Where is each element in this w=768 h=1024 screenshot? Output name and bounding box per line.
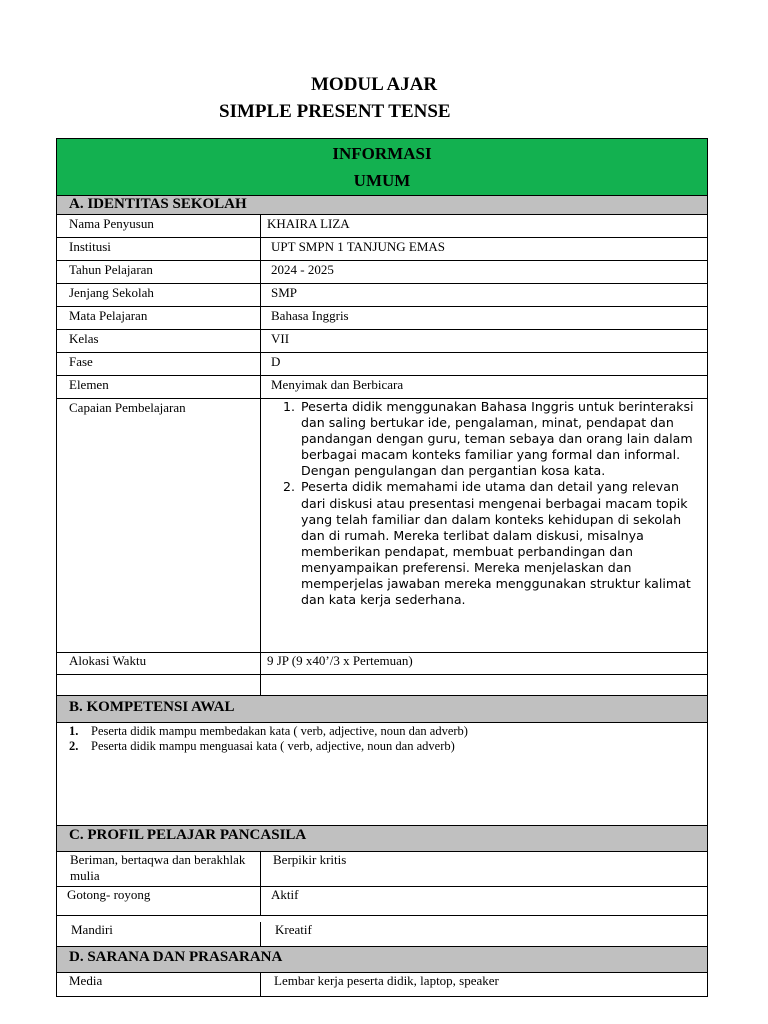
alokasi-label: Alokasi Waktu — [57, 653, 261, 674]
profil-left: Gotong- royong — [57, 887, 261, 915]
profil-right: Aktif — [271, 887, 299, 902]
identity-label: Kelas — [57, 330, 261, 352]
identity-label: Elemen — [57, 376, 261, 398]
kompetensi-text: Peserta didik mampu membedakan kata ( verb, adjective, noun dan adverb) — [91, 724, 468, 738]
profil-right: Berpikir kritis — [273, 852, 347, 867]
empty-cell — [261, 675, 707, 695]
identity-row — [57, 307, 707, 330]
empty-cell — [57, 675, 261, 695]
kompetensi-number: 2. — [69, 739, 79, 753]
kompetensi-item — [69, 724, 707, 739]
sarana-value: Lembar kerja peserta didik, laptop, speaker — [274, 973, 499, 988]
identity-value: KHAIRA LIZA — [267, 216, 350, 231]
alokasi-row — [57, 653, 707, 675]
identity-value: VII — [271, 331, 290, 346]
kompetensi-content — [57, 723, 707, 826]
identity-row — [57, 238, 707, 261]
section-a-title: A. IDENTITAS SEKOLAH — [57, 196, 707, 215]
sarana-row — [57, 973, 707, 996]
capaian-item: 1. Peserta didik menggunakan Bahasa Inggris untuk berinteraksi dan saling bertukar ide, pengalaman, minat, pendapat dan pandangan dengan guru, teman sebaya dan orang lain dalam berbagai macam konteks familiar yang formal dan informal. Dengan pengulangan dan pergantian kosa kata. — [299, 399, 707, 479]
identity-value: UPT SMPN 1 TANJUNG EMAS — [271, 239, 446, 254]
capaian-content — [261, 399, 707, 652]
doc-title-line2: SIMPLE PRESENT TENSE — [219, 101, 451, 122]
identity-row — [57, 261, 707, 284]
identity-label: Jenjang Sekolah — [57, 284, 261, 306]
capaian-row — [57, 399, 707, 653]
info-header-line1: INFORMASI — [332, 144, 432, 163]
profil-row — [57, 916, 707, 947]
kompetensi-number: 1. — [69, 724, 79, 738]
capaian-list — [271, 399, 707, 608]
info-header — [57, 139, 707, 196]
section-c-title: C. PROFIL PELAJAR PANCASILA — [57, 826, 707, 852]
kompetensi-item — [69, 739, 707, 754]
sarana-label: Media — [57, 973, 261, 996]
kompetensi-text: Peserta didik mampu menguasai kata ( verb, adjective, noun dan adverb) — [91, 739, 455, 753]
doc-title-line1: MODUL AJAR — [311, 74, 438, 95]
identity-row — [57, 330, 707, 353]
module-table — [56, 138, 708, 997]
identity-label: Mata Pelajaran — [57, 307, 261, 329]
identity-label: Nama Penyusun — [57, 215, 261, 237]
capaian-label: Capaian Pembelajaran — [57, 399, 261, 652]
section-b-title: B. KOMPETENSI AWAL — [57, 696, 707, 723]
identity-value: SMP — [271, 285, 298, 300]
empty-row — [57, 675, 707, 696]
identity-row — [57, 284, 707, 307]
identity-label: Tahun Pelajaran — [57, 261, 261, 283]
identity-value: Bahasa Inggris — [271, 308, 349, 323]
profil-right: Kreatif — [275, 922, 312, 937]
identity-row — [57, 376, 707, 399]
info-header-line2: UMUM — [353, 171, 411, 190]
profil-left: Beriman, bertaqwa dan berakhlak mulia — [57, 852, 261, 886]
alokasi-value: 9 JP (9 x40’/3 x Pertemuan) — [267, 653, 413, 668]
profil-row — [57, 852, 707, 887]
capaian-item: 2. Peserta didik memahami ide utama dan detail yang relevan dari diskusi atau presentasi mengenai berbagai macam topik yang telah familiar dan dalam konteks kehidupan di sekolah dan di rumah. Mereka terlibat dalam diskusi, misalnya memberikan pendapat, membuat perbandingan dan menyampaikan preferensi. Mereka menjelaskan dan memperjelas jawaban mereka menggunakan struktur kalimat dan kata kerja sederhana. — [299, 479, 707, 608]
identity-label: Fase — [57, 353, 261, 375]
profil-left: Mandiri — [57, 922, 261, 946]
identity-row — [57, 353, 707, 376]
identity-row — [57, 215, 707, 238]
section-d-title: D. SARANA DAN PRASARANA — [57, 947, 707, 973]
profil-row — [57, 887, 707, 916]
identity-label: Institusi — [57, 238, 261, 260]
identity-value: 2024 - 2025 — [271, 262, 334, 277]
identity-value: D — [271, 354, 281, 369]
identity-value: Menyimak dan Berbicara — [271, 377, 404, 392]
